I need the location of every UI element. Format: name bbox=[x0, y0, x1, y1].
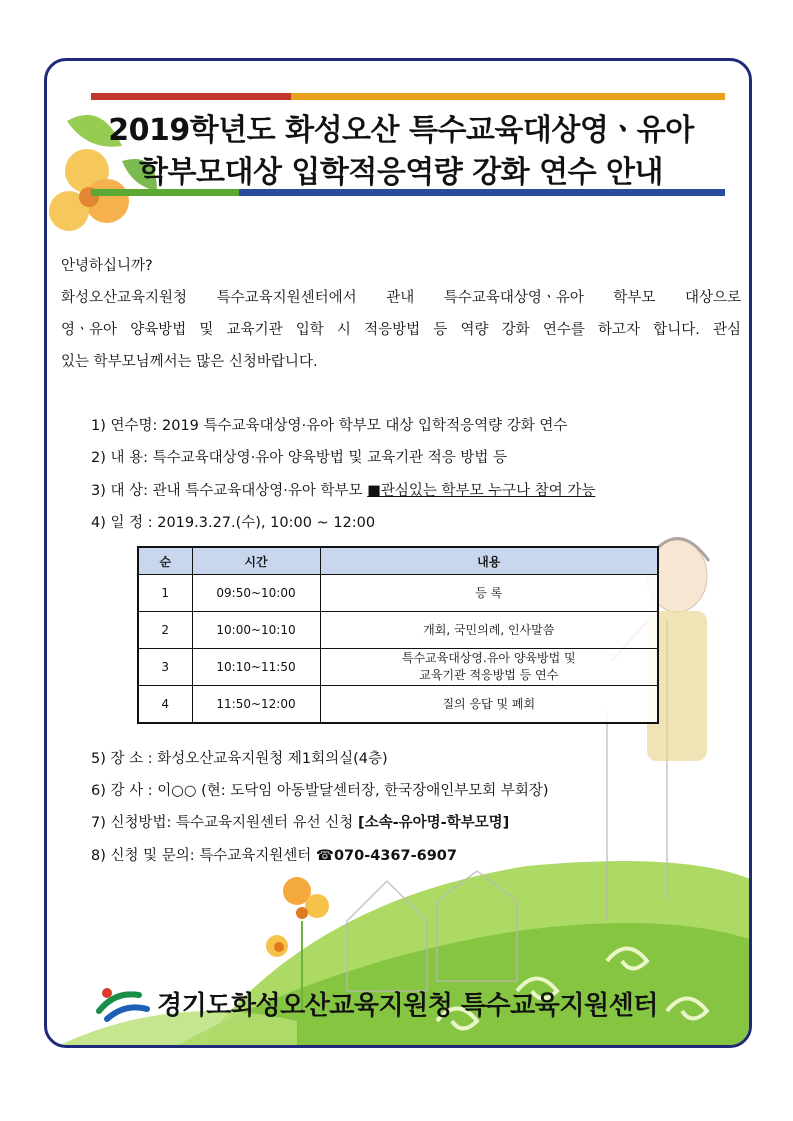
greeting: 안녕하십니까? bbox=[61, 258, 153, 274]
item-target-highlight: ■관심있는 학부모 누구나 참여 가능 bbox=[367, 483, 596, 499]
schedule-table bbox=[137, 546, 659, 724]
item-contact-phone: ☎070-4367-6907 bbox=[315, 848, 457, 864]
item-schedule: 4) 일 정 : 2019.3.27.(수), 10:00 ~ 12:00 bbox=[91, 515, 376, 531]
org-logo-icon bbox=[95, 981, 151, 1023]
item-application-format: [소속-유아명-학부모명] bbox=[357, 815, 510, 831]
cell-time: 10:10~11:50 bbox=[192, 649, 320, 686]
cell-content bbox=[320, 649, 658, 686]
page-title-line1: 2019학년도 화성오산 특수교육대상영ㆍ유아 bbox=[108, 113, 694, 148]
item-lecturer: 6) 강 사 : 이○○ (현: 도닥임 아동발달센터장, 한국장애인부모회 부회장) bbox=[91, 783, 549, 799]
item-application-text: 7) 신청방법: 특수교육지원센터 유선 신청 bbox=[91, 815, 358, 831]
cell-time: 11:50~12:00 bbox=[192, 686, 320, 724]
table-row bbox=[138, 575, 658, 612]
intro-paragraph bbox=[61, 250, 741, 378]
cell-time: 09:50~10:00 bbox=[192, 575, 320, 612]
page-title-line2: 학부모대상 입학적응역량 강화 연수 안내 bbox=[139, 155, 663, 190]
item-application bbox=[91, 811, 509, 832]
cell-order: 3 bbox=[138, 649, 192, 686]
item-content: 2) 내 용: 특수교육대상영·유아 양육방법 및 교육기관 적응 방법 등 bbox=[91, 450, 508, 466]
item-contact bbox=[91, 844, 457, 865]
cell-content-line: 특수교육대상영.유아 양육방법 및 bbox=[401, 651, 576, 665]
cell-content: 질의 응답 및 폐회 bbox=[320, 686, 658, 724]
item-target-text: 3) 대 상: 관내 특수교육대상영·유아 학부모 bbox=[91, 483, 368, 499]
title-bar-orange bbox=[291, 93, 725, 100]
header-order: 순 bbox=[138, 547, 192, 575]
item-venue: 5) 장 소 : 화성오산교육지원청 제1회의실(4층) bbox=[91, 751, 388, 767]
item-course-name: 1) 연수명: 2019 특수교육대상영·유아 학부모 대상 입학적응역량 강화 연수 bbox=[91, 418, 568, 434]
table-row bbox=[138, 612, 658, 649]
item-target bbox=[91, 479, 595, 500]
table-row bbox=[138, 649, 658, 686]
cell-order: 4 bbox=[138, 686, 192, 724]
cell-content: 등 록 bbox=[320, 575, 658, 612]
header-content: 내용 bbox=[320, 547, 658, 575]
cell-order: 2 bbox=[138, 612, 192, 649]
item-contact-text: 8) 신청 및 문의: 특수교육지원센터 bbox=[91, 848, 316, 864]
cell-content-line: 교육기관 적응방법 등 연수 bbox=[419, 668, 559, 682]
table-header-row bbox=[138, 547, 658, 575]
table-row bbox=[138, 686, 658, 724]
title-bar-red bbox=[91, 93, 291, 100]
cell-order: 1 bbox=[138, 575, 192, 612]
cell-content: 개회, 국민의례, 인사말씀 bbox=[320, 612, 658, 649]
poster-frame bbox=[44, 58, 752, 1048]
header-time: 시간 bbox=[192, 547, 320, 575]
footer-org-name: 경기도화성오산교육지원청 특수교육지원센터 bbox=[157, 991, 658, 1021]
intro-line: 있는 학부모님께서는 많은 신청바랍니다. bbox=[61, 354, 318, 370]
intro-line: 화성오산교육지원청 특수교육지원센터에서 관내 특수교육대상영ㆍ유아 학부모 대상으로 bbox=[61, 290, 741, 306]
intro-line: 영ㆍ유아 양육방법 및 교육기관 입학 시 적응방법 등 역량 강화 연수를 하고자 합니다. 관심 bbox=[61, 322, 741, 338]
cell-time: 10:00~10:10 bbox=[192, 612, 320, 649]
